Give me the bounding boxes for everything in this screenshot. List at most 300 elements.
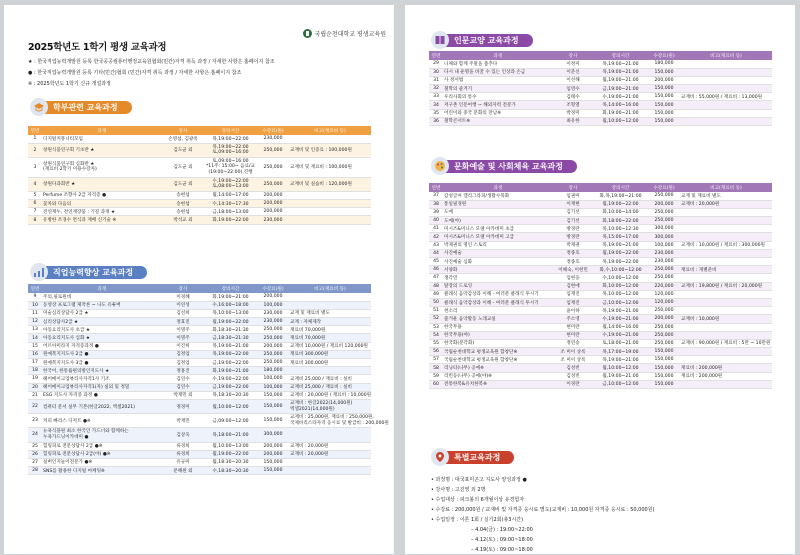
table-cell: 월,19:00~22:00 [593, 249, 648, 257]
table-cell: 교재비 : 55,000원 / 재료비 : 13,000원 [680, 93, 772, 101]
table-cell: 180,000 [257, 367, 289, 375]
table-cell: 한국무용 [443, 323, 553, 331]
column-header: 수강료(원) [257, 126, 289, 135]
table-cell: 230,000 [648, 249, 680, 257]
table-cell: 23 [28, 414, 42, 428]
table-cell: 토,09:00~16:00 *11주: 15:00~ 음료/교 (19:00~22:00) 진행 [204, 157, 257, 177]
column-header: 강의시간 [593, 51, 648, 60]
table-row [429, 339, 772, 347]
table-cell: 33 [429, 93, 443, 101]
table-cell: 120,000 [648, 298, 680, 306]
table-cell: 수,19:00~21:00 [593, 93, 648, 101]
table-cell: 22 [28, 399, 42, 413]
detail-line: • 수강료 : 200,000원 / 교재비 및 자격증 응시료 별도(교재비 : 10,000원 자격증 응시료 : 50,000원) [431, 507, 655, 513]
vocational-course-table [28, 284, 389, 475]
table-cell: 김기선 [553, 208, 593, 216]
table-cell: 교재비 : 한글2022(14,000원) 엑셀2021(14,000원) [289, 399, 371, 413]
table-cell: 19 [28, 375, 42, 383]
table-cell: 박재민 [162, 414, 204, 428]
table-cell [289, 200, 371, 208]
table-cell [289, 467, 371, 475]
table-cell: 이재현 [553, 200, 593, 208]
table-cell: 34 [429, 101, 443, 109]
table-cell: 목,19:00~21:00 [593, 307, 648, 315]
table-cell: 재료비 : 200,000원 [680, 364, 772, 372]
table-cell: 심리상담사2급 ★ [42, 318, 162, 326]
table-cell: 손영섭, 김광옥 [162, 135, 204, 143]
table-cell: 꽃차와 다음의 [42, 200, 162, 208]
table-cell: 교재 : 자체제작 [289, 318, 371, 326]
table-row [28, 458, 371, 466]
detail-line: – 4.19(토) : 09:00~18:00 [471, 547, 533, 553]
table-cell [680, 101, 772, 109]
table-cell: 43 [429, 241, 443, 249]
table-row [429, 380, 772, 388]
table-cell: 아동요리지도사 심화 ★ [42, 334, 162, 342]
table-cell: SNS를 활용한 디지털 마케팅※ [42, 467, 162, 475]
table-cell: 국립순천대학교 평생교육원 합창단※ [443, 356, 553, 364]
table-cell: 도예(야) [443, 217, 553, 225]
table-cell: 200,000 [257, 191, 289, 199]
table-cell: 150,000 [648, 68, 680, 76]
table-cell: 월,14:00~16:00 [593, 323, 648, 331]
table-cell: 클래식 음악감상과 이해 - 여러분 클래식 투시기 [443, 290, 553, 298]
table-row [429, 217, 772, 225]
table-cell: 1 [28, 135, 42, 143]
table-cell: 송현섭 [162, 191, 204, 199]
table-cell: 53 [429, 323, 443, 331]
table-cell: 어르아미라지 자격증과정 ● [42, 342, 162, 350]
section-title: 직업능력향상 교육과정 [42, 266, 147, 279]
table-row [429, 60, 772, 68]
table-row [429, 208, 772, 216]
table-cell: 힐링피로 전문상담사 2급(야) ●※ [42, 450, 162, 458]
table-cell: 리닝터(나무) 공예※ [443, 364, 553, 372]
section-header-culture-arts [431, 157, 577, 175]
detail-line: • 강사명 : 고진영 외 2명 [431, 487, 486, 493]
table-row [429, 233, 772, 241]
table-cell: 9 [28, 293, 42, 301]
table-cell: 이준신 [553, 68, 593, 76]
table-row [429, 101, 772, 109]
table-cell: 58 [429, 364, 443, 372]
table-cell: 목,19:00~22:00 [593, 258, 648, 266]
table-cell: 6 [28, 200, 42, 208]
table-cell: 헤어메이크업뷰티사자격1(자) 실외 및 정밀 [42, 383, 162, 391]
column-header: 연번 [28, 126, 42, 135]
table-cell: 김성빈 [553, 372, 593, 380]
table-cell: 동영상 프로그램 제작론 ~ 나도 유튜버 [42, 301, 162, 309]
table-cell: 월,10:00~13:00 [204, 442, 257, 450]
table-cell: 방경란 [553, 225, 593, 233]
column-header: 수강료(원) [648, 183, 680, 192]
table-cell: 전연재누, 전연재장품 : 기질 과정 ★ [42, 208, 162, 216]
table-cell: 목,19:00~22:00 토,09:00~16:00 [204, 143, 257, 157]
table-cell: 250,000 [648, 331, 680, 339]
table-cell: 300,000 [648, 233, 680, 241]
humanities-course-table [429, 51, 772, 126]
table-cell [680, 331, 772, 339]
table-cell: 230,000 [257, 318, 289, 326]
section-title: 특별교육과정 [443, 451, 514, 464]
table-cell: 금,18:00~13:00 [204, 208, 257, 216]
table-cell: 금,18:30~21:30 [204, 334, 257, 342]
column-header: 비고(재료비 등) [680, 51, 772, 60]
table-cell: 월,18:30~20:30 [204, 458, 257, 466]
table-cell [289, 208, 371, 216]
section-title: 학부관련 교육과정 [42, 101, 132, 114]
table-cell: 200,000 [257, 342, 289, 350]
note-circle: ● : 한국직업능력개발원 등록 기타(민간)협회 (민간)자격 취득 과정 / 자세한 사항은 홈페이지 참조 [28, 70, 242, 76]
table-cell: 김기선 [553, 217, 593, 225]
university-logo [303, 29, 386, 38]
table-cell: 아동요리지도사 초급 ★ [42, 326, 162, 334]
table-cell: 20 [28, 383, 42, 391]
table-row [429, 192, 772, 200]
table-cell: 현미란 [553, 323, 593, 331]
table-cell: 230,000 [257, 135, 289, 143]
table-cell: 200,000 [257, 293, 289, 301]
table-cell: 46 [429, 266, 443, 274]
table-cell: 재료비 : 개별준비 [680, 266, 772, 274]
logo-text: 국립순천대학교 평생교육원 [314, 31, 386, 38]
table-cell: 11 [28, 309, 42, 317]
table-cell: 이경란 [553, 380, 593, 388]
table-row [429, 117, 772, 125]
table-cell [289, 458, 371, 466]
table-cell [289, 301, 371, 309]
table-cell: 17 [28, 359, 42, 367]
table-cell [289, 293, 371, 301]
table-cell: 150,000 [257, 391, 289, 399]
detail-line: – 4.12(토) : 09:00~18:00 [471, 537, 533, 543]
location-pin-icon [431, 448, 449, 466]
table-cell: 뉴욕식플원 최소 한국인 가드너와 함께하는 누욕가드닝이카데미 ● [42, 428, 162, 442]
table-cell: 월,14:00~17:00 [204, 191, 257, 199]
table-cell: 목,14:00~16:00 [593, 101, 648, 109]
table-cell: 우리사회의 통수 [443, 93, 553, 101]
table-cell: 정종호 [553, 258, 593, 266]
column-header: 강사 [162, 284, 204, 293]
table-cell: 200,000 [648, 200, 680, 208]
table-row [28, 216, 371, 224]
table-cell: 월,19:00~21:00 [593, 372, 648, 380]
table-cell: 한국무용(야) [443, 331, 553, 339]
table-row [429, 315, 772, 323]
table-cell: 재료비 70,000원 [289, 326, 371, 334]
chart-growth-icon [30, 263, 48, 281]
table-cell [680, 274, 772, 282]
table-cell: 교재비 : 25,000원, 재료비 : 250,000원, 국제바리스타자격 응시료 및 발급비 : 200,000원 [289, 414, 371, 428]
table-cell: 이해숙, 이현민 [553, 266, 593, 274]
table-row [28, 177, 371, 191]
palette-icon [431, 157, 449, 175]
table-cell: 150,000 [648, 101, 680, 109]
table-cell: 목,19:00~21:00 [593, 356, 648, 364]
table-cell: 창원다과회반 ★ [42, 177, 162, 191]
table-row [429, 68, 772, 76]
table-cell: 44 [429, 249, 443, 257]
table-cell: 교재비 : 10,000원 / 재료비 : 300,000원 [680, 241, 772, 249]
table-row [28, 157, 371, 177]
table-row [28, 208, 371, 216]
table-cell [680, 85, 772, 93]
table-cell: 250,000 [257, 359, 289, 367]
table-cell: 수,16:00~18:00 [204, 301, 257, 309]
table-cell [680, 348, 772, 356]
table-cell: 150,000 [257, 458, 289, 466]
table-cell: 수,19:00~21:00 [593, 331, 648, 339]
table-cell: 박석교 외 [162, 216, 204, 224]
table-cell: 26 [28, 450, 42, 458]
table-row [429, 85, 772, 93]
table-cell: 재료비 300,000원 [289, 359, 371, 367]
table-cell: 원예복지지도사 3급 ● [42, 359, 162, 367]
table-cell: 목,10:00~12:00 [593, 290, 648, 298]
table-cell: 화,10:00~12:00 [593, 282, 648, 290]
table-cell: 이선해 [553, 76, 593, 84]
column-header: 강의시간 [204, 126, 257, 135]
table-cell: 김정업 [162, 359, 204, 367]
table-cell: 15 [28, 342, 42, 350]
table-cell: 200,000 [648, 76, 680, 84]
table-cell [680, 225, 772, 233]
table-cell: 54 [429, 331, 443, 339]
table-cell: 창원식품연구회 심화반 ★ (재료비 2학기 이용수강자) [42, 157, 162, 177]
table-cell: 정효진 [162, 318, 204, 326]
table-cell: 현미란 [553, 331, 593, 339]
note-star: ★ : 한국직업능력개발원 등록 한국공공컴퓨터행정교육원협회(민간)자격 취득 과정 / 자세한 사항은 홈페이지 참조 [28, 59, 275, 65]
table-cell: 250,000 [257, 143, 289, 157]
table-row [28, 375, 371, 383]
table-cell: 사진예술 [443, 249, 553, 257]
table-row [429, 282, 772, 290]
table-cell: 김도균 외 [162, 143, 204, 157]
table-cell: 200,000 [257, 442, 289, 450]
table-cell: 35 [429, 109, 443, 117]
column-header: 수강료(원) [648, 51, 680, 60]
table-cell: 박제권 [553, 241, 593, 249]
table-cell [680, 76, 772, 84]
table-cell: 150,000 [648, 380, 680, 388]
table-cell: 목,18:30~20:30 [204, 391, 257, 399]
table-cell: 36 [429, 117, 443, 125]
table-cell: 월,10:00~12:00 [593, 117, 648, 125]
table-cell [680, 68, 772, 76]
table-cell: 32 [429, 85, 443, 93]
table-cell: 유규미 [162, 458, 204, 466]
column-header: 수강료(원) [257, 284, 289, 293]
table-cell: 목,10:00~12:30 [593, 225, 648, 233]
table-cell: 200,000 [257, 450, 289, 458]
column-header: 과정 [443, 183, 553, 192]
table-cell: 헤어메이크업뷰티사자격1사 기조 [42, 375, 162, 383]
table-row [28, 342, 371, 350]
table-cell: 힐링피로 전문상담사 2급 ●※ [42, 442, 162, 450]
column-header: 비고(재료비 등) [289, 284, 371, 293]
column-header: 강사 [553, 51, 593, 60]
table-cell: 59 [429, 372, 443, 380]
table-cell: 21 [28, 391, 42, 399]
table-cell: 25 [28, 442, 42, 450]
special-course-details [431, 475, 655, 555]
section-header-academic [30, 98, 132, 116]
table-cell: 창원식품연구회 기초반 ★ [42, 143, 162, 157]
table-cell: 14 [28, 334, 42, 342]
table-cell: 230,000 [257, 309, 289, 317]
table-row [429, 93, 772, 101]
table-row [429, 258, 772, 266]
table-row [429, 356, 772, 364]
table-cell: 교재비 : 19,800원 / 재료비 : 20,000원 [680, 282, 772, 290]
table-cell: 교재 및 재료비 별도 [680, 192, 772, 200]
table-cell: 원예복지지도사 2급 ● [42, 350, 162, 358]
academic-course-table [28, 126, 371, 225]
table-cell [289, 216, 371, 224]
table-cell: 어린이와 중국 문화의 만남※ [443, 109, 553, 117]
table-cell: 60 [429, 380, 443, 388]
table-cell: 클래식 음악감상과 이해 - 여러분 클래식 투시기 [443, 298, 553, 306]
table-cell: 이명주 [162, 334, 204, 342]
table-cell: 최유한 [553, 117, 593, 125]
table-cell: 150,000 [648, 372, 680, 380]
table-cell: 수,10:00~12:00 [593, 274, 648, 282]
book-icon [431, 31, 449, 49]
table-row [28, 135, 371, 143]
table-cell: 목,19:00~21:00 [593, 60, 648, 68]
table-cell: 재료비 : 200,000원 [680, 372, 772, 380]
section-header-vocational [30, 263, 147, 281]
table-cell [289, 367, 371, 375]
table-cell: 150,000 [648, 109, 680, 117]
table-cell: 정경미 [162, 399, 204, 413]
table-cell: 즐거운 음악활동 노래교실 [443, 315, 553, 323]
graduation-cap-icon [30, 98, 48, 116]
table-cell: 7 [28, 208, 42, 216]
table-cell: 류경희 [162, 450, 204, 458]
table-cell: 수,14:30~17:30 [204, 200, 257, 208]
section-header-humanities [431, 31, 533, 49]
table-cell: 류경희 [162, 442, 204, 450]
table-cell: 200,000 [257, 208, 289, 216]
table-cell: 2 [28, 143, 42, 157]
table-cell: 47 [429, 274, 443, 282]
section-title: 문화예술 및 사회체육 교육과정 [443, 160, 577, 173]
table-cell [680, 109, 772, 117]
table-cell: 다시 내 운명을 바꿀 수 있는 인상과 손금 [443, 68, 553, 76]
column-header: 강의시간 [204, 284, 257, 293]
table-cell: 임영수 [553, 85, 593, 93]
table-row [429, 290, 772, 298]
table-row [28, 442, 371, 450]
column-header: 강사 [162, 126, 204, 135]
table-cell: 철학의 즐겨기 [443, 85, 553, 93]
table-cell: 교재비 25,000 / 재료비 : 실비 [289, 383, 371, 391]
table-cell [680, 217, 772, 225]
table-cell [680, 323, 772, 331]
note-new: ※ : 2025학년도 1학기 신규 개설과정 [28, 81, 111, 87]
column-header: 강사 [553, 183, 593, 192]
table-cell: 230,000 [648, 258, 680, 266]
table-cell [680, 249, 772, 257]
table-cell: 목,19:00~22:00 [204, 135, 257, 143]
table-cell: 김현애 [553, 282, 593, 290]
table-cell: 목,17:00~19:00 [593, 348, 648, 356]
table-cell: 56 [429, 348, 443, 356]
table-row [28, 467, 371, 475]
table-cell: 250,000 [648, 217, 680, 225]
table-cell [680, 258, 772, 266]
table-cell [680, 233, 772, 241]
table-cell: 42 [429, 233, 443, 241]
section-header-special [431, 448, 514, 466]
table-row [429, 364, 772, 372]
table-row [429, 225, 772, 233]
table-row [28, 293, 371, 301]
table-cell: 김정업 [162, 350, 204, 358]
table-cell: 51 [429, 307, 443, 315]
table-row [429, 307, 772, 315]
table-header-row [28, 126, 371, 135]
table-cell: 송현섭 [162, 208, 204, 216]
table-cell: 화,18:30~21:30 [204, 326, 257, 334]
table-cell: 방경란 [553, 233, 593, 241]
table-cell [680, 60, 772, 68]
table-cell: 화,19:00~21:00 [593, 109, 648, 117]
table-cell: 30 [429, 68, 443, 76]
table-cell: 화,목,19:00~21:00 [593, 192, 648, 200]
table-cell: 150,000 [648, 93, 680, 101]
table-row [28, 428, 371, 442]
table-cell: 12 [28, 318, 42, 326]
table-cell: 목,19:00~21:00 [593, 241, 648, 249]
table-cell: 31 [429, 76, 443, 84]
table-cell: 49 [429, 290, 443, 298]
table-cell: 150,000 [648, 348, 680, 356]
table-cell: 교재비 : 20,000원 [289, 442, 371, 450]
table-cell: 5 [28, 191, 42, 199]
table-cell: 송현섭 [162, 200, 204, 208]
table-cell: 250,000 [648, 266, 680, 274]
table-cell: 김연수 [162, 375, 204, 383]
table-cell: 100,000 [257, 383, 289, 391]
table-cell: 박재민 외 [162, 391, 204, 399]
table-cell: 김도균 외 [162, 177, 204, 191]
table-cell: 교재비 10,000원 / 재료비 120,000원 [289, 342, 371, 350]
table-cell: 도예 [443, 208, 553, 216]
table-cell: 10 [28, 301, 42, 309]
table-cell: 리빈등(나무) 공예(야)※ [443, 372, 553, 380]
table-cell: 천소리 [443, 307, 553, 315]
table-cell: 목,19:00~21:00 [204, 342, 257, 350]
table-cell: 교재비 : 20,000원 [680, 200, 772, 208]
table-cell: 28 [28, 467, 42, 475]
column-header: 비고(재료비 등) [289, 126, 371, 135]
table-cell: 13 [28, 326, 42, 334]
table-cell: 김도균 외 [162, 157, 204, 177]
table-row [28, 450, 371, 458]
table-cell: 250,000 [648, 192, 680, 200]
table-row [429, 348, 772, 356]
table-cell: 사진예술 심화 [443, 258, 553, 266]
table-row [28, 301, 371, 309]
table-cell: 김선희 [162, 309, 204, 317]
table-row [429, 331, 772, 339]
column-header: 과정 [443, 51, 553, 60]
table-cell: ESG 지도사 자격증 과정 ● [42, 391, 162, 399]
detail-line: • 수업일정 : 이론 1회 / 실기2회(총3시간) [431, 517, 524, 523]
table-cell: 박제권의 명인 스토리 [443, 241, 553, 249]
